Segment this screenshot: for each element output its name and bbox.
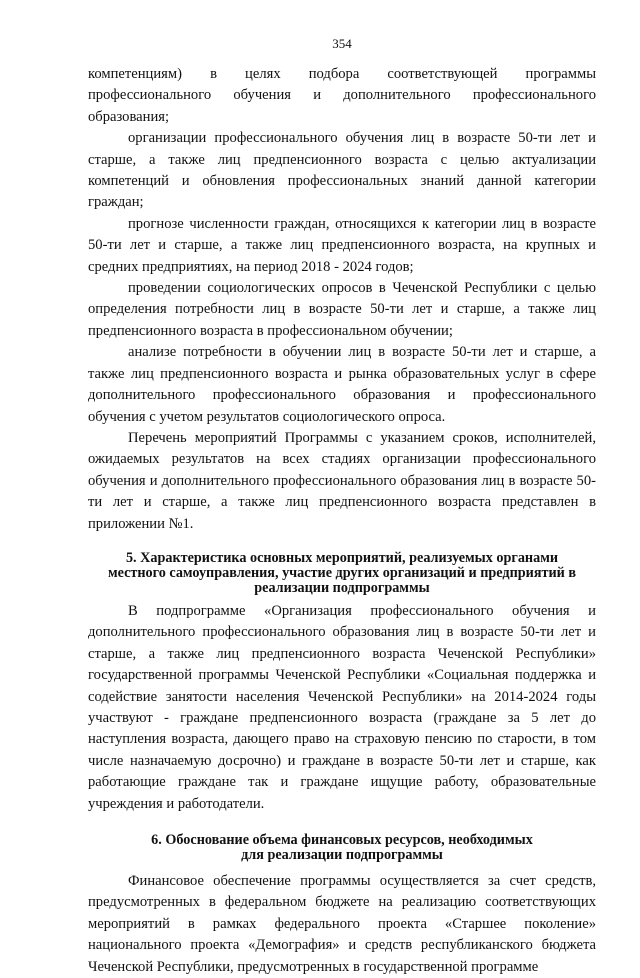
paragraph-forecast: прогнозе численности граждан, относящихся к категории лиц в возрасте 50-ти лет и старше, а также лиц предпенсионного возраста, на крупных и средних предприятиях, на период 2018 - 2024 годов; xyxy=(88,215,596,275)
section-5-heading-line-1: 5. Характеристика основных мероприятий, реализуемых органами xyxy=(125,549,559,566)
section-6-heading-line-2: для реализации подпрограммы xyxy=(241,847,443,863)
section-6-heading-line-1: 6. Обоснование объема финансовых ресурсов, необходимых xyxy=(151,832,533,848)
section-6-paragraph: Финансовое обеспечение программы осуществляется за счет средств, предусмотренных в федеральном бюджете на реализацию соответствующих мероприятий в рамках федерального проекта «Старшее поколение» национального проекта «Демография» и средств республиканского бюджета Чеченской Республики, предусмотренных в государственной программе xyxy=(88,873,596,975)
section-5-heading-line-2: местного самоуправления, участие других организаций и предприятий в xyxy=(107,564,577,581)
section-5-heading xyxy=(88,551,596,596)
section-5-paragraph: В подпрограмме «Организация профессионального обучения и дополнительного профессионального образования лиц в возрасте 50-ти лет и старше, а также лиц предпенсионного возраста Чеченской Республики» государственной программы Чеченской Республики «Социальная поддержка и содействие занятости населения Чеченской Республики» на 2014-2024 годы участвуют - граждане предпенсионного возраста (граждане за 5 лет до наступления возраста, дающего право на страховую пенсию по старости, в том числе назначаемую досрочно) и граждане в возрасте 50-ти лет и старше, как работающие граждане так и граждане ищущие работу, образовательные учреждения и работодатели. xyxy=(88,602,596,812)
paragraph-continuation: компетенциям) в целях подбора соответствующей программы профессионального обучения и дополнительного профессионального образования; xyxy=(88,66,596,125)
document-page xyxy=(88,36,596,978)
paragraph-organization: организации профессионального обучения лиц в возрасте 50-ти лет и старше, а также лиц предпенсионного возраста с целью актуализации компетенций и обновления профессиональных знаний данной категории граждан; xyxy=(88,130,596,211)
section-5-heading-line-3: реализации подпрограммы xyxy=(254,579,430,596)
page-number: 354 xyxy=(332,36,352,51)
paragraph-surveys: проведении социологических опросов в Чеченской Республики с целью определения потребности лиц в возрасте 50-ти лет и старше, а также лиц предпенсионного возраста в профессиональном обучении; xyxy=(88,280,596,339)
paragraph-measures-list: Перечень мероприятий Программы с указанием сроков, исполнителей, ожидаемых результатов на всех стадиях организации профессионального обучения и дополнительного профессионального образования лиц в возрасте 50-ти лет и старше, а также лиц предпенсионного возраста представлен в приложении №1. xyxy=(88,429,596,532)
paragraph-analysis: анализе потребности в обучении лиц в возрасте 50-ти лет и старше, а также лиц предпенсионного возраста и рынка образовательных услуг в сфере дополнительного профессионального образования и профессионального обучения с учетом результатов социологического опроса. xyxy=(88,344,596,425)
section-6-heading xyxy=(88,833,596,863)
